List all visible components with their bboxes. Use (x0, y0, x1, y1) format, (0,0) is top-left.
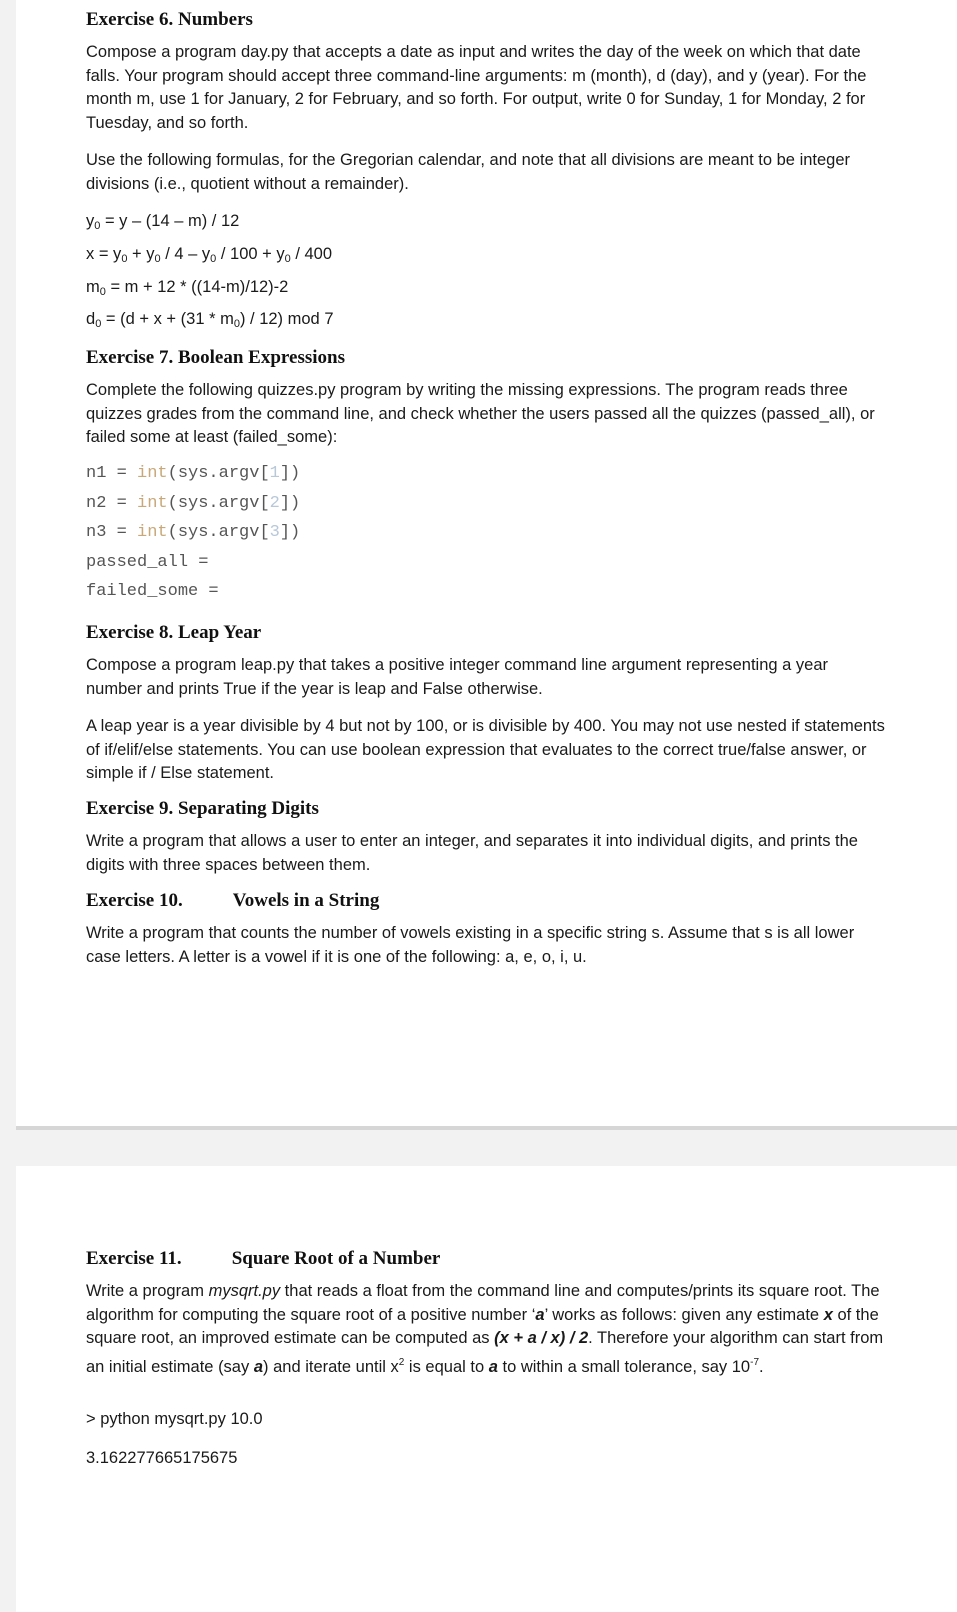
code-line-n1: n1 = int(sys.argv[1]) (86, 464, 301, 483)
code-line-n2: n2 = int(sys.argv[2]) (86, 494, 301, 513)
formula-y0: $y_0 = y - (14 - m) / 12$ (86, 212, 240, 232)
exercise-11-heading: Exercise 11. Square Root of a Number (86, 1248, 441, 1269)
exercise-6-heading: Exercise 6. Numbers (86, 9, 253, 30)
code-line-failed-some: failed_some = (86, 582, 219, 601)
code-line-passed-all: passed_all = (86, 553, 209, 572)
document-page-2 (16, 1166, 957, 1612)
exercise-7-heading: Exercise 7. Boolean Expressions (86, 347, 345, 368)
exercise-11-description: Write a program mysqrt.py that reads a float from the command line and computes/prints its square root. The algorithm for computing the square root of a positive number ‘a’ works as follows: given any estimate x of the square root, an improved estimate can be computed as (x + a / x) / 2. Therefore your algorithm can start from an initial estimate (say a) and iterate until $x^2$ is equal to a to within a small tolerance, say $10^{-7}$. (86, 1282, 884, 1376)
formula-d0: $d_0 = (d + x + (31 * m_0) / 12)$ mod 7 (86, 310, 334, 330)
exercise-8-leap-rule: A leap year is a year divisible by 4 but not by 100, or is divisible by 400. You may not use nested if statements of if/elif/else statements. You can use boolean expression that evaluates to the correct true/false answer, or simple if / Else statement. (86, 717, 885, 783)
page-divider (16, 1126, 957, 1130)
example-command: > python mysqrt.py 10.0 (86, 1410, 263, 1428)
formula-x: $x = y_0 + y_0 / 4 - y_0 / 100 + y_0 / 400$ (86, 245, 333, 265)
exercise-9-heading: Exercise 9. Separating Digits (86, 798, 319, 819)
exercise-6-formula-intro: Use the following formulas, for the Gregorian calendar, and note that all divisions are meant to be integer divisions (i.e., quotient without a remainder). (86, 151, 851, 193)
exercise-10-heading: Exercise 10. Vowels in a String (86, 890, 380, 911)
exercise-9-description: Write a program that allows a user to enter an integer, and separates it into individual digits, and prints the digits with three spaces between them. (86, 832, 858, 874)
exercise-8-description: Compose a program leap.py that takes a positive integer command line argument representing a year number and prints True if the year is leap and False otherwise. (86, 656, 828, 698)
example-output: 3.162277665175675 (86, 1449, 238, 1467)
code-line-n3: n3 = int(sys.argv[3]) (86, 523, 301, 542)
exercise-6-description: Compose a program day.py that accepts a date as input and writes the day of the week on which that date falls. Your program should accept three command-line arguments: m (month), d (day), and y (year). For the month m, use 1 for January, 2 for February, and so forth. For output, write 0 for Sunday, 1 for Monday, 2 for Tuesday, and so forth. (86, 43, 867, 132)
exercise-8-heading: Exercise 8. Leap Year (86, 622, 262, 643)
formula-m0: $m_0 = m + 12 * ((14-m)/12)-2$ (86, 278, 289, 298)
exercise-10-description: Write a program that counts the number of vowels existing in a specific string s. Assume that s is all lower case letters. A letter is a vowel if it is one of the following: a, e, o, i, u. (86, 924, 855, 966)
exercise-7-description: Complete the following quizzes.py program by writing the missing expressions. The program reads three quizzes grades from the command line, and check whether the users passed all the quizzes (passed_all), or failed some at least (failed_some): (86, 381, 875, 447)
